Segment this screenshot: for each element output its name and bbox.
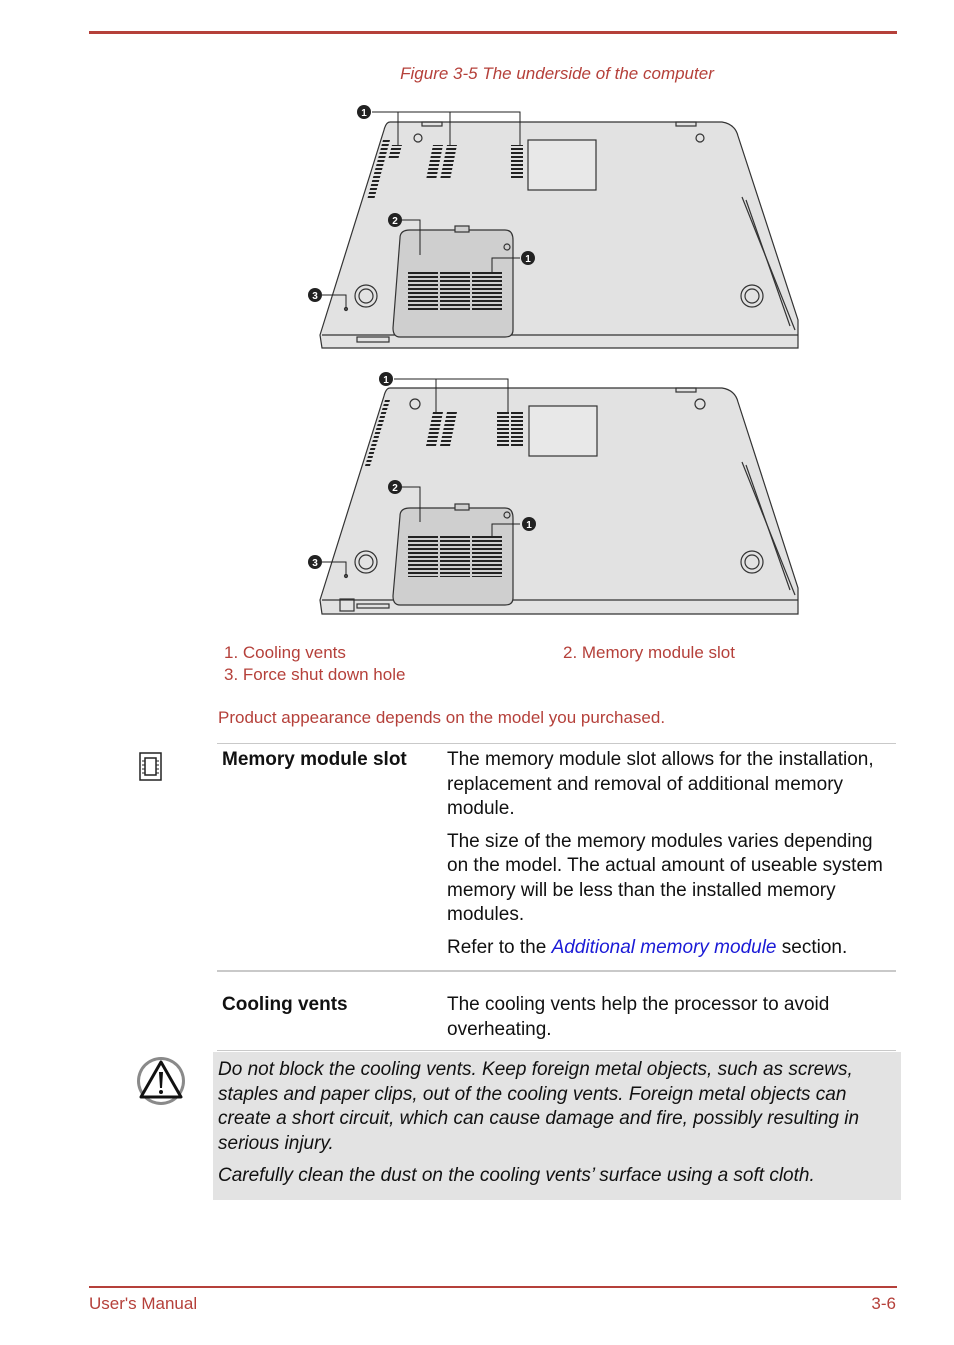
table-rule xyxy=(217,1050,896,1051)
page-number: 3-6 xyxy=(871,1294,896,1313)
legend-item-memory-slot: 2. Memory module slot xyxy=(563,643,735,662)
additional-memory-link[interactable]: Additional memory module xyxy=(551,936,777,958)
memory-chip-icon xyxy=(139,752,163,782)
warning-paragraph: Do not block the cooling vents. Keep foreign metal objects, such as screws, staples and paper clips, out of the cooling vents. Foreign metal objects can create a short circuit, which can cause damage and fire, possibly resulting in serious injury. xyxy=(218,1059,860,1154)
desc-paragraph: The cooling vents help the processor to avoid overheating. xyxy=(447,994,830,1040)
footer-title: User's Manual xyxy=(89,1294,198,1313)
desc-paragraph xyxy=(447,936,896,961)
refer-prefix: Refer to the xyxy=(447,936,552,958)
desc-cooling-vents xyxy=(447,993,896,1050)
appearance-note: Product appearance depends on the model you purchased. xyxy=(218,708,666,727)
laptop-bottom-view xyxy=(320,388,798,614)
callout-label: 3 xyxy=(312,558,318,569)
callout-label: 1 xyxy=(525,254,531,265)
callout-label: 3 xyxy=(312,291,318,302)
desc-paragraph: The size of the memory modules varies depending on the model. The actual amount of useable system memory will be less than the installed memory modules. xyxy=(447,830,883,925)
term-memory-slot: Memory module slot xyxy=(222,749,407,770)
legend-item-force-shutdown: 3. Force shut down hole xyxy=(224,665,406,684)
callout-label: 1 xyxy=(383,375,389,386)
laptop-underside-figure xyxy=(300,95,820,625)
warning-triangle-icon xyxy=(135,1055,187,1107)
header-rule xyxy=(89,31,897,34)
table-row-cooling-vents xyxy=(217,972,896,1050)
desc-paragraph: The memory module slot allows for the installation, replacement and removal of additional memory module. xyxy=(447,749,874,819)
warning-paragraph: Carefully clean the dust on the cooling vents’ surface using a soft cloth. xyxy=(218,1165,815,1186)
table-row-memory-slot xyxy=(217,744,896,968)
refer-suffix: section. xyxy=(776,936,848,958)
term-cooling-vents: Cooling vents xyxy=(222,994,348,1015)
callout-label: 1 xyxy=(526,520,532,531)
warning-box xyxy=(213,1052,901,1200)
callout-label: 2 xyxy=(392,483,398,494)
definition-table xyxy=(217,743,896,1051)
callout-label: 2 xyxy=(392,216,398,227)
callout-label: 1 xyxy=(361,108,367,119)
legend-item-cooling-vents: 1. Cooling vents xyxy=(224,643,346,662)
footer-rule xyxy=(89,1286,897,1288)
figure-caption: Figure 3-5 The underside of the computer xyxy=(400,64,714,83)
desc-memory-slot xyxy=(447,748,896,968)
